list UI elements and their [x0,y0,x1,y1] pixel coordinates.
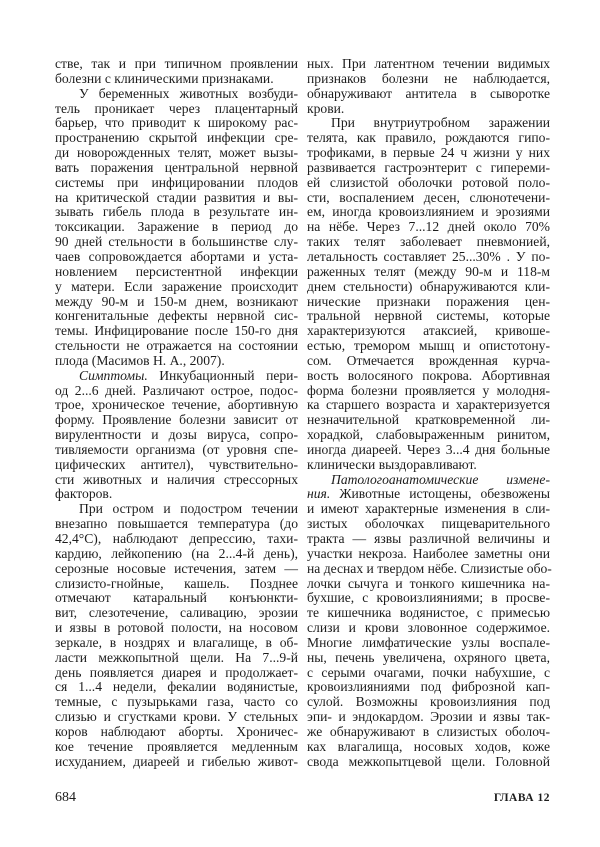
text-line: летальность составляет 25...30% . У по- [307,248,550,264]
text-line: пространению скрытой инфекции сре- [55,130,298,146]
italic-heading: ния. [307,486,331,502]
text-line: тракта — язвы различной величины и [307,531,550,546]
text-line: на нёбе. Через 7...12 дней около 70% [307,219,550,235]
text-line: крови. [307,100,345,116]
text-line: и имеют характерные изменения в сли- [307,501,550,517]
text-line: бухшие, с кровоизлияниями; в просве- [307,590,550,606]
text-line: с серыми очагами, почки набухшие, с [307,664,550,680]
text-line: те кишечника водянистое, с примесью [307,605,550,621]
text-line: кое течение проявляется медленным [55,738,298,754]
text-line: стве, так и при типичном проявлении [55,56,298,71]
text-line: телята, как правило, рождаются гипо- [307,130,550,146]
text-line: форму. Проявление болезни зависит от [55,412,298,428]
text-run: Животные истощены, обезвожены [330,486,550,502]
text-line: раженных телят (между 90-м и 118-м [307,263,550,279]
text-line: темы. Инфицирование после 150-го дня [55,323,298,339]
text-line: лочки сычуга и тонкого кишечника на- [307,575,550,591]
text-line: Многие лимфатические узлы воспале- [307,634,550,650]
text-line: у матери. Если заражение происходит [55,278,298,294]
text-line: системы при инфицировании плодов [55,174,298,190]
text-line: цифических антител), чувствительно- [55,456,298,472]
text-line: внезапно повышается температура (до [55,516,298,532]
text-line: между 90-м и 150-м днем, возникают [55,293,298,309]
right-column [307,57,550,770]
italic-heading: Симптомы. [79,367,148,383]
text-line: зывать гибель плода в результате ин- [55,204,298,220]
text-line: днем стельности) обнаруживаются кли- [307,278,550,294]
text-line: коров наблюдают аборты. Хроничес- [55,723,298,739]
text-line: ка старшего возраста и характеризуется [307,397,550,413]
text-line: незначительной кратковременной ли- [307,412,550,428]
text-line: форма болезни проявляется у молодня- [307,382,550,398]
text-line: плода (Масимов Н. А., 2007). [55,352,225,368]
text-line: слизи и крови зловонное содержимое. [307,620,550,636]
text-line [307,473,550,488]
text-line: на деснах и твердом нёбе. Слизистые обо- [307,560,552,576]
running-head: ГЛАВА 12 [493,792,550,804]
text-line: слизью и сгустками крови. У стельных [55,709,298,725]
text-line: У беременных животных возбуди- [79,85,298,101]
text-line: серозные носовые истечения, затем — [55,560,298,576]
text-line: кровоизлияниями под фиброзной кап- [307,679,550,695]
text-line: ся 1...4 недели, фекалии водянистые, [55,679,298,695]
paragraph [55,502,298,769]
text-line: исхуданием, диареей и гибелью живот- [55,753,298,769]
text-line: кардию, лейкопению (на 2...4-й день), [55,545,298,561]
text-line: зистых оболочках пищеварительного [307,516,550,532]
text-line: сти, воспалением десен, слюнотечени- [307,189,550,205]
text-line: развивается гастроэнтерит с гипереми- [307,159,550,175]
text-line: таких телят заболевает пневмонией, [307,234,550,250]
text-line: болезни с клиническими признаками. [55,70,274,86]
text-line: свода межкопытцевой щели. Головной [307,753,550,769]
text-line: 90 дней стельности в большинстве слу- [55,234,298,250]
paragraph [307,57,550,116]
text-line: ных. При латентном течении видимых [307,56,550,71]
text-line: на критической стадии развития и вы- [55,189,298,205]
text-line: хорадкой, слабовыраженным ринитом, [307,427,550,443]
text-line: вирулентности и дозы вируса, сопро- [55,427,298,443]
text-line: токсикации. Заражение в период до [55,219,298,235]
text-line: иногда диареей. Через 3...4 дня больные [307,441,550,457]
paragraph [55,87,298,369]
text-line: слизисто-гнойные, кашель. Позднее [55,575,298,591]
text-line: тральной нервной системы, которые [307,308,550,324]
text-run: Инкубационный пери- [147,367,298,383]
text-line: трое, хроническое течение, абортивную [55,397,298,413]
left-column [55,57,298,770]
text-line: тель проникает через плацентарный [55,100,298,116]
italic-heading: Патологоанатомические измене- [331,471,550,487]
text-line: характеризуются атаксией, кривоше- [307,323,550,339]
text-line: ны, печень увеличена, охряного цвета, [307,649,550,665]
text-line: темные, с пузырьками газа, часто со [55,694,298,710]
text-line: участки некроза. Наиболее заметны они [307,545,550,561]
paragraph [307,116,550,472]
text-line: же обнаруживают в слизистых оболоч- [307,723,550,739]
text-line: од 2...6 дней. Различают острое, подос- [55,382,298,398]
text-line: вость волосяного покрова. Абортивная [307,367,550,383]
text-line: факторов. [55,486,113,502]
text-line: тивляемости организма (от уровня спе- [55,441,298,457]
page-number: 684 [55,790,76,805]
text-line: ди новорожденных телят, может вызы- [55,145,298,161]
text-line: ках влагалища, носовых ходов, коже [307,738,550,754]
paragraph [55,57,298,87]
text-line: признаков болезни не наблюдается, [307,70,550,86]
text-line: вать поражения центральной нервной [55,159,298,175]
text-line: чаев сопровождается абортами и уста- [55,248,298,264]
text-line: стельности не отражается на состоянии [55,338,298,354]
text-line: клинически выздоравливают. [307,456,477,472]
text-line: конгенитальные дефекты нервной сис- [55,308,298,324]
text-line: день появляется диарея и продолжает- [55,664,298,680]
text-line: ласти межкопытной щели. На 7...9-й [55,649,298,665]
paragraph [307,473,550,770]
text-line [55,369,298,384]
text-line: новлением персистентной инфекции [55,263,298,279]
text-line: сом. Отмечается врожденная курча- [307,352,550,368]
text-line: нические признаки поражения цен- [307,293,550,309]
text-line: ем, иногда кровоизлиянием и эрозиями [307,204,550,220]
text-line: барьер, что приводит к широкому рас- [55,115,298,131]
paragraph [55,369,298,503]
text-line: сулой. Возможны кровоизлияния под [307,694,550,710]
text-line: естью, тремором мышц и опистотону- [307,338,550,354]
text-line [307,487,550,502]
text-line: и язвы в ротовой полости, на носовом [55,620,298,636]
text-line: При остром и подостром течении [79,501,298,517]
text-line: отмечают катаральный конъюнкти- [55,590,298,606]
text-line: 42,4°С), наблюдают депрессию, тахи- [55,531,298,546]
text-line: При внутриутробном заражении [331,115,550,131]
text-line: эпи- и эндокардом. Эрозии и язвы так- [307,709,550,725]
text-line: обнаруживают антитела в сыворотке [307,85,550,101]
text-line: зеркале, в ноздрях и влагалище, в об- [55,634,298,650]
text-line: вит, слезотечение, саливацию, эрозии [55,605,298,621]
text-line: ей слизистой оболочки ротовой поло- [307,174,550,190]
text-line: сти животных и наличия стрессорных [55,471,298,487]
text-line: трофиками, в первые 24 ч жизни у них [307,145,550,161]
